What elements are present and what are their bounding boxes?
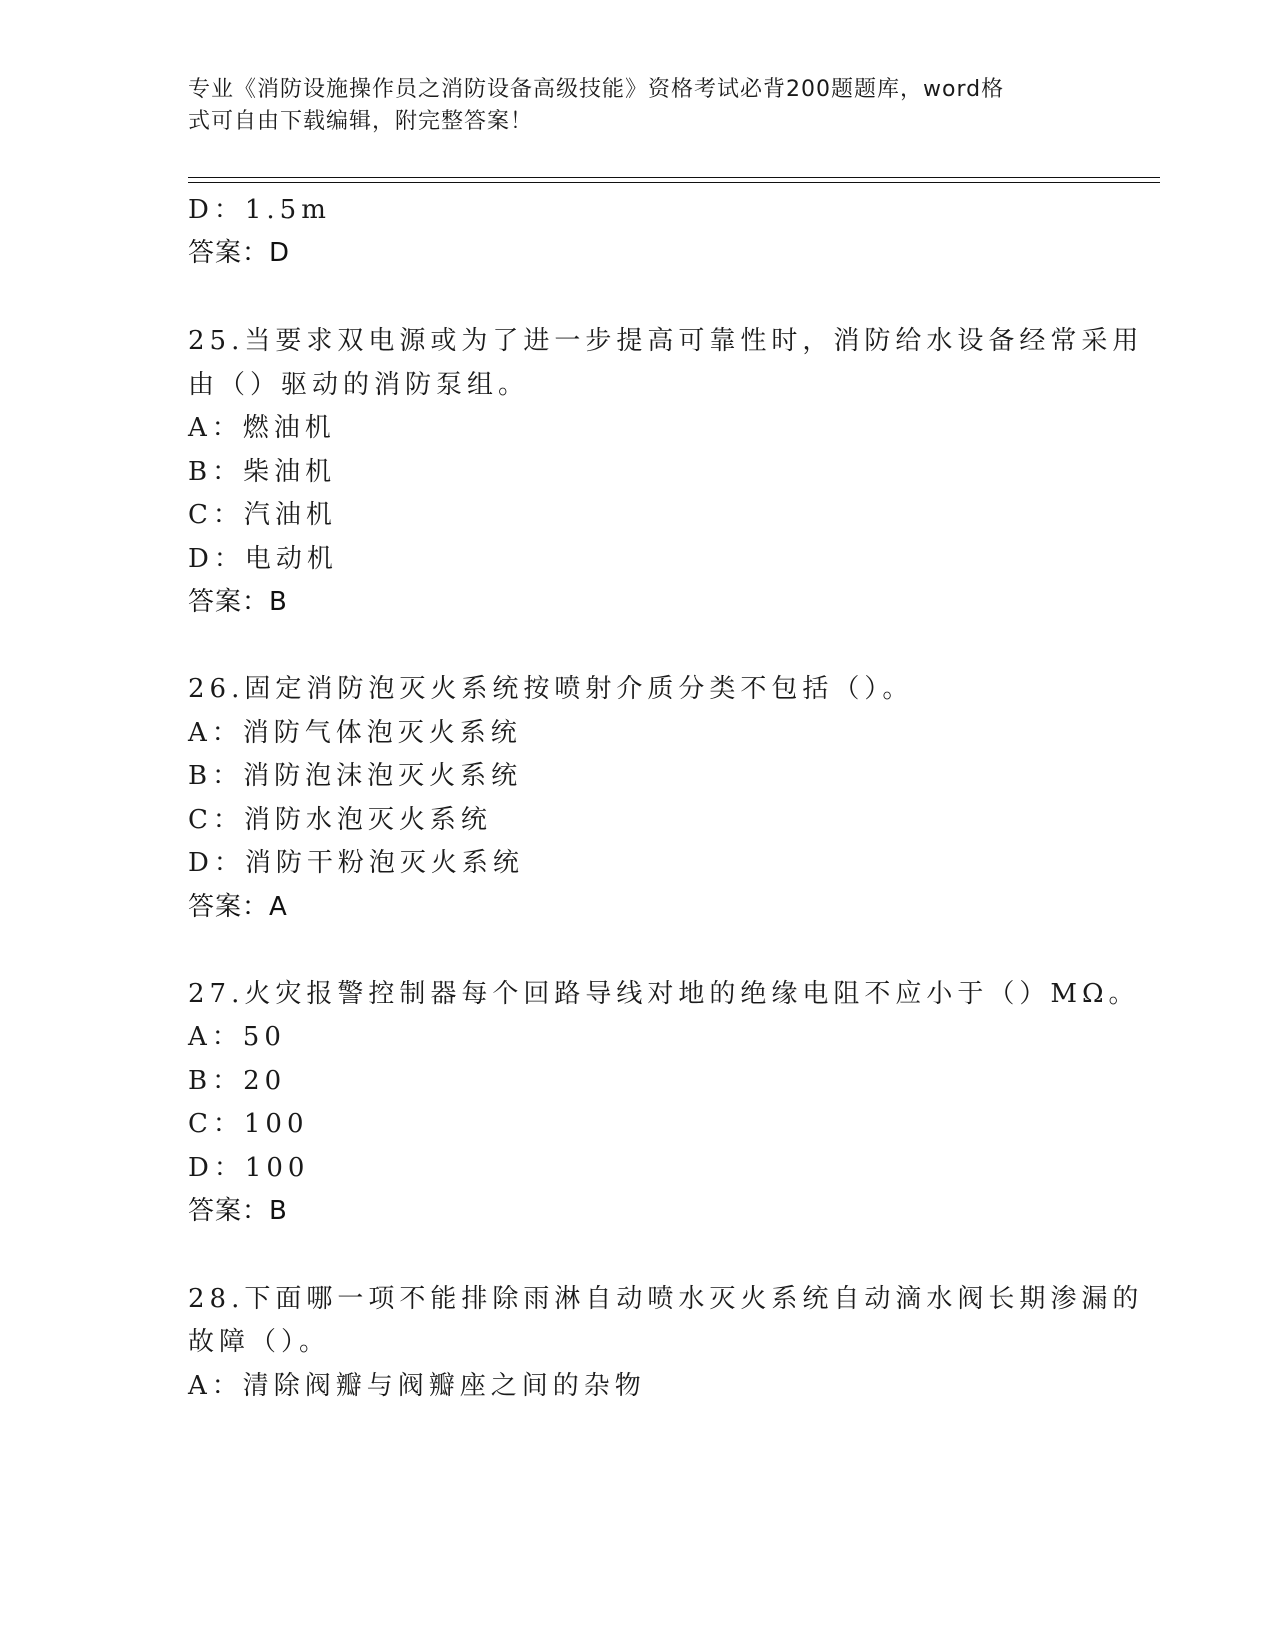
header-divider-bottom bbox=[188, 182, 1160, 183]
q28-option-a: A：清除阀瓣与阀瓣座之间的杂物 bbox=[188, 1371, 646, 1401]
q25-answer: 答案：B bbox=[188, 587, 288, 617]
q25-option-d: D：电动机 bbox=[188, 544, 338, 574]
q26-option-a: A：消防气体泡灭火系统 bbox=[188, 718, 522, 748]
q27-option-a: A：50 bbox=[188, 1022, 286, 1052]
q26-stem-line-1: 26.固定消防泡灭火系统按喷射介质分类不包括（）。 bbox=[188, 674, 914, 704]
q27-option-c: C：100 bbox=[188, 1109, 309, 1139]
q24-answer: 答案：D bbox=[188, 238, 291, 268]
q25-option-c: C：汽油机 bbox=[188, 500, 337, 530]
q25-stem-line-1: 25.当要求双电源或为了进一步提高可靠性时，消防给水设备经常采用 bbox=[188, 326, 1144, 356]
q26-option-b: B：消防泡沫泡灭火系统 bbox=[188, 761, 523, 791]
q28-stem-line-1: 28.下面哪一项不能排除雨淋自动喷水灭火系统自动滴水阀长期渗漏的 bbox=[188, 1284, 1144, 1314]
q27-option-d: D：100 bbox=[188, 1153, 310, 1183]
q27-answer: 答案：B bbox=[188, 1196, 288, 1226]
q28-stem-line-2: 故障（）。 bbox=[188, 1327, 331, 1357]
header-line-1: 专业《消防设施操作员之消防设备高级技能》资格考试必背200题题库，word格 bbox=[188, 77, 1005, 102]
q25-stem-line-2: 由（）驱动的消防泵组。 bbox=[188, 370, 530, 400]
q24-option-d: D：1.5m bbox=[188, 195, 331, 225]
q26-option-d: D：消防干粉泡灭火系统 bbox=[188, 848, 524, 878]
q27-option-b: B：20 bbox=[188, 1066, 287, 1096]
page-header bbox=[188, 74, 1068, 138]
header-divider-top bbox=[188, 177, 1160, 178]
q26-answer: 答案：A bbox=[188, 892, 288, 922]
q25-option-b: B：柴油机 bbox=[188, 457, 337, 487]
q27-stem-line-1: 27.火灾报警控制器每个回路导线对地的绝缘电阻不应小于（）MΩ。 bbox=[188, 979, 1140, 1009]
q26-option-c: C：消防水泡灭火系统 bbox=[188, 805, 492, 835]
q25-option-a: A：燃油机 bbox=[188, 413, 336, 443]
header-line-2: 式可自由下载编辑，附完整答案！ bbox=[188, 109, 534, 134]
